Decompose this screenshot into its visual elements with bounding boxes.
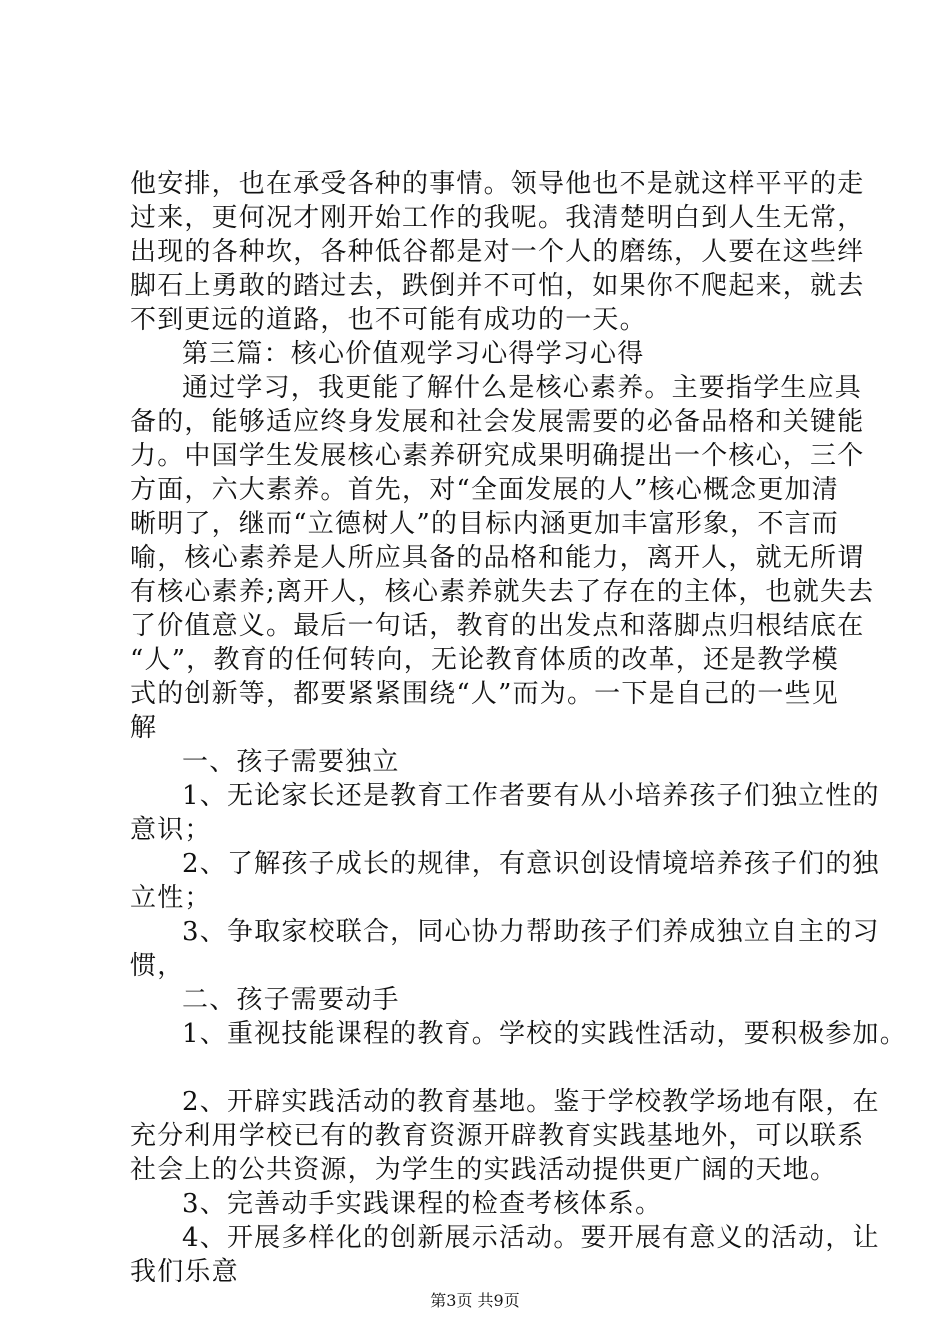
text-line: 备的，能够适应终身发展和社会发展需要的必备品格和关键能 xyxy=(130,407,865,437)
text-line: 喻，核心素养是人所应具备的品格和能力，离开人，就无所谓 xyxy=(130,543,865,573)
text-line: 过来，更何况才刚开始工作的我呢。我清楚明白到人生无常， xyxy=(130,203,865,233)
text-line: 一、孩子需要独立 xyxy=(182,747,400,777)
text-line: 不到更远的道路，也不可能有成功的一天。 xyxy=(130,305,647,335)
page-footer: 第3页 共9页 xyxy=(430,1291,520,1310)
text-line: 解 xyxy=(130,713,158,743)
text-line: 二、孩子需要动手 xyxy=(182,985,400,1015)
text-line: 2、了解孩子成长的规律，有意识创设情境培养孩子们的独 xyxy=(182,849,880,879)
text-line: “人”，教育的任何转向，无论教育体质的改革，还是教学模 xyxy=(130,645,839,675)
text-line: 力。中国学生发展核心素养研究成果明确提出一个核心，三个 xyxy=(130,441,865,471)
text-line: 惯， xyxy=(130,951,185,981)
text-line: 式的创新等，都要紧紧围绕“人”而为。一下是自己的一些见 xyxy=(130,679,839,709)
text-line: 他安排，也在承受各种的事情。领导他也不是就这样平平的走 xyxy=(130,169,865,199)
text-line: 立性； xyxy=(130,883,212,913)
blank-line xyxy=(130,1051,850,1085)
text-line: 3、争取家校联合，同心协力帮助孩子们养成独立自主的习 xyxy=(182,917,880,947)
text-line: 3、完善动手实践课程的检查考核体系。 xyxy=(182,1189,663,1219)
text-line: 方面，六大素养。首先，对“全面发展的人”核心概念更加清 xyxy=(130,475,839,505)
text-line: 通过学习，我更能了解什么是核心素养。主要指学生应具 xyxy=(182,373,863,403)
document-body xyxy=(130,167,907,1289)
text-line: 有核心素养;离开人，核心素养就失去了存在的主体，也就失去 xyxy=(130,577,875,607)
text-line: 2、开辟实践活动的教育基地。鉴于学校教学场地有限，在 xyxy=(182,1087,880,1117)
text-line: 充分利用学校已有的教育资源开辟教育实践基地外，可以联系 xyxy=(130,1121,865,1151)
text-line: 1、重视技能课程的教育。学校的实践性活动，要积极参加。 xyxy=(182,1019,907,1049)
text-line: 社会上的公共资源，为学生的实践活动提供更广阔的天地。 xyxy=(130,1155,838,1185)
text-line: 意识； xyxy=(130,815,212,845)
text-line: 了价值意义。最后一句话，教育的出发点和落脚点归根结底在 xyxy=(130,611,865,641)
text-line: 脚石上勇敢的踏过去，跌倒并不可怕，如果你不爬起来，就去 xyxy=(130,271,865,301)
text-line: 1、无论家长还是教育工作者要有从小培养孩子们独立性的 xyxy=(182,781,880,811)
text-line: 4、开展多样化的创新展示活动。要开展有意义的活动，让 xyxy=(182,1223,880,1253)
text-line: 我们乐意 xyxy=(130,1257,239,1287)
text-line: 晰明了，继而“立德树人”的目标内涵更加丰富形象，不言而 xyxy=(130,509,839,539)
text-line: 出现的各种坎，各种低谷都是对一个人的磨练，人要在这些绊 xyxy=(130,237,865,267)
text-line: 第三篇：核心价值观学习心得学习心得 xyxy=(182,339,645,369)
